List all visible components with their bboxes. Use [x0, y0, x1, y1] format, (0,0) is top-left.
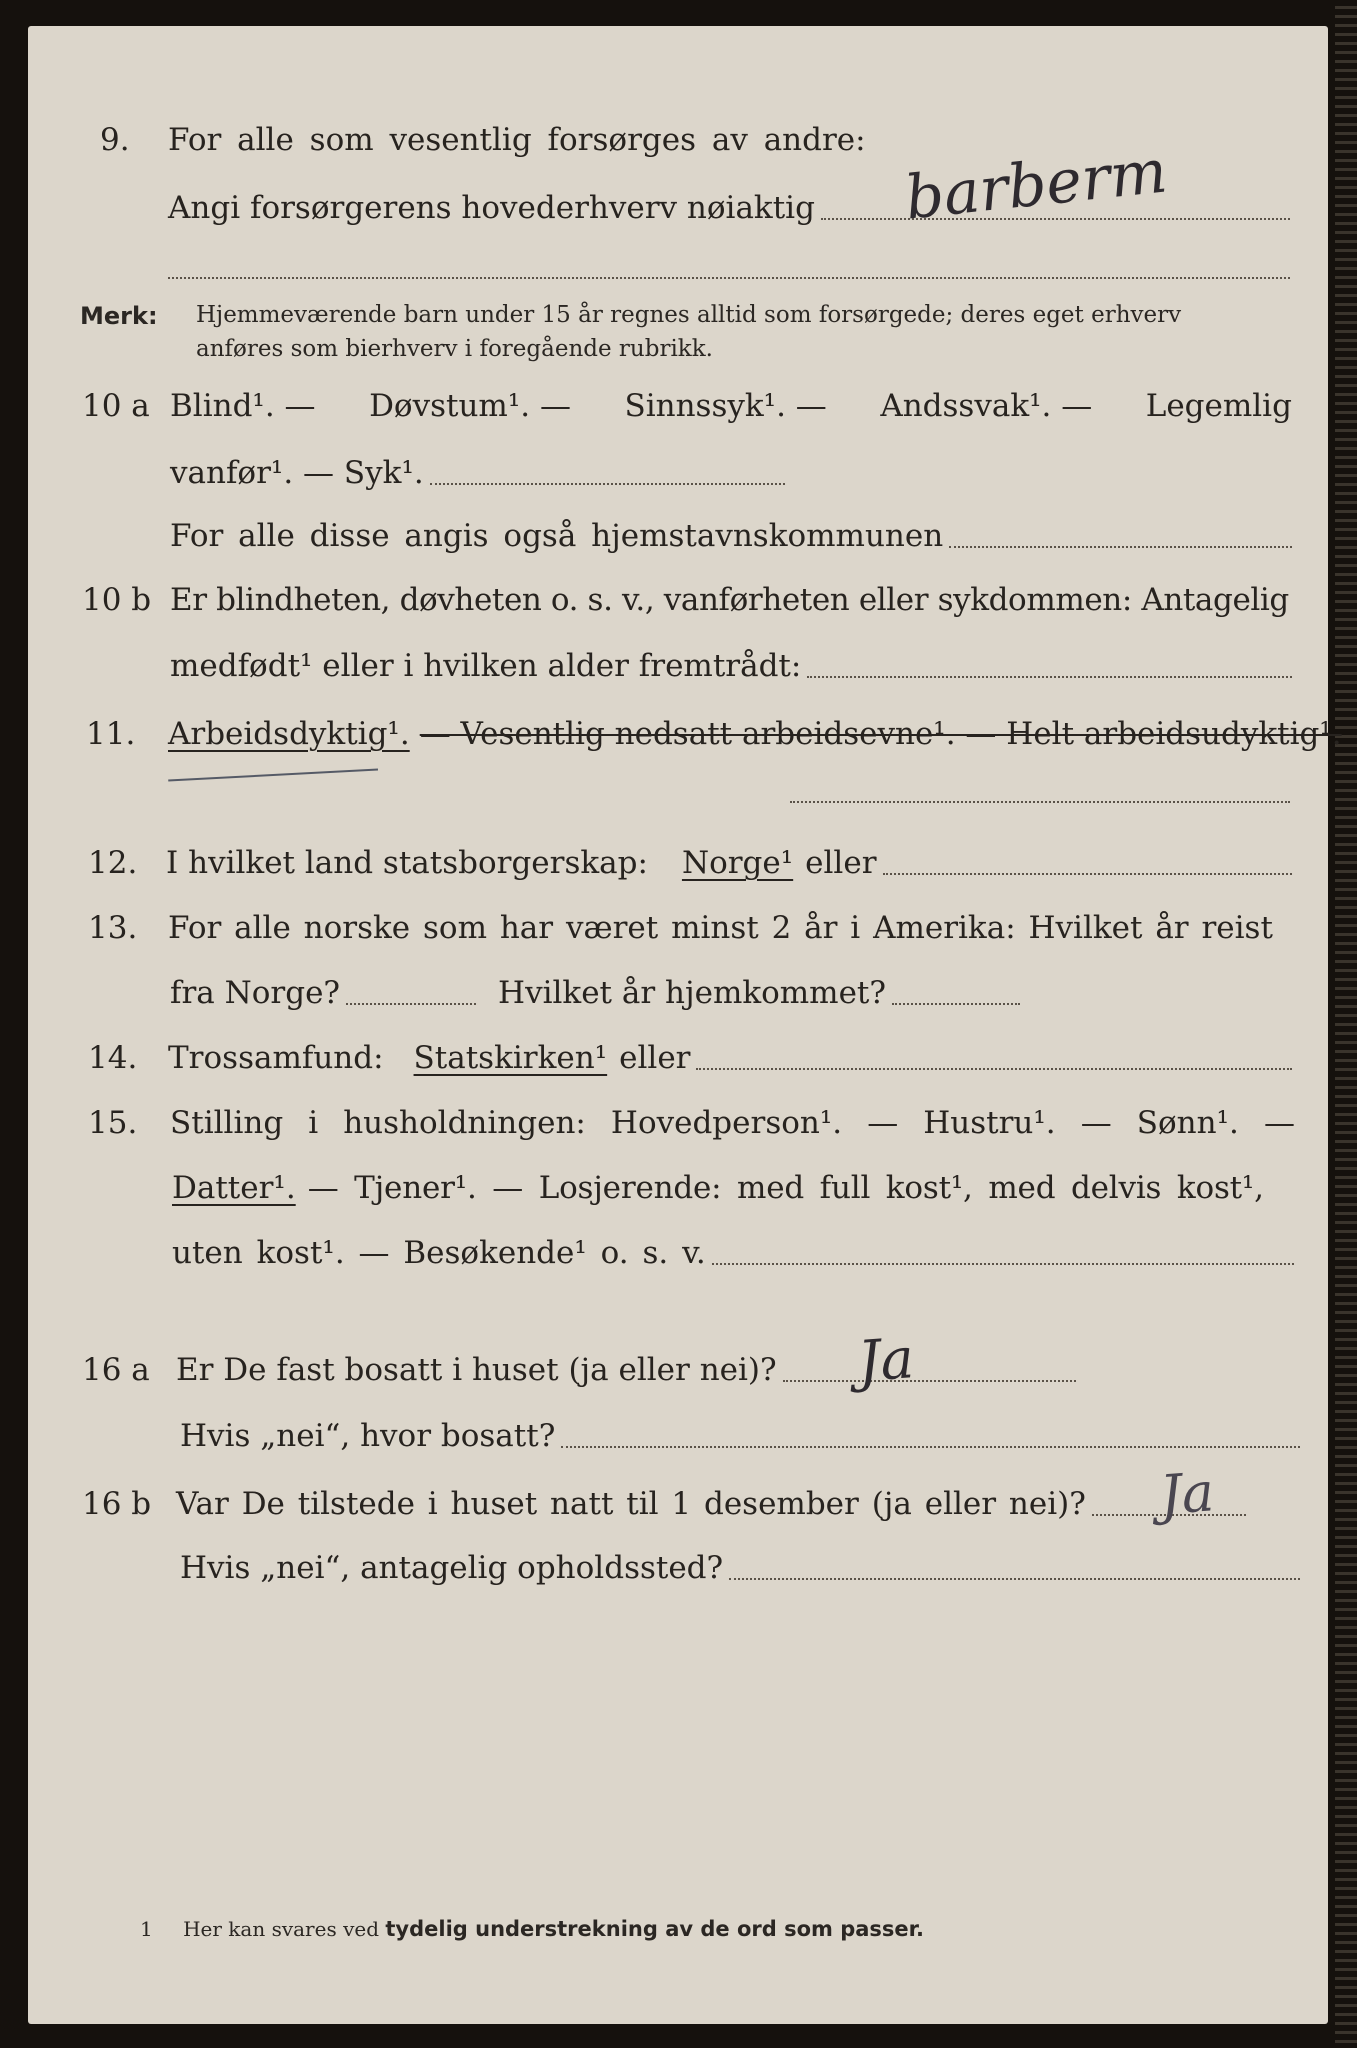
- q15-opt-datter[interactable]: Datter¹.: [172, 1170, 296, 1206]
- q15-word-1: Stilling: [170, 1105, 284, 1141]
- q11-opt-arbeidsdyktig[interactable]: Arbeidsdyktig¹.: [168, 716, 410, 752]
- q14-tail: eller: [619, 1040, 691, 1076]
- q10a-line3: [170, 518, 1292, 554]
- q10a-line1: [170, 388, 1292, 424]
- q12-answer-line[interactable]: [883, 872, 1292, 875]
- q10a-line2: [170, 455, 785, 491]
- q16b-line1-text: Var De tilstede i huset natt til 1 desember (ja eller nei)?: [176, 1486, 1086, 1522]
- q9-line1-text: For alle som vesentlig forsørges av andre:: [168, 122, 866, 158]
- q10b-line2: [170, 648, 1292, 684]
- q16a-line2: [180, 1418, 1300, 1454]
- q9-line1: [168, 122, 868, 158]
- footnote-bold: tydelig understrekning av de ord som passer.: [385, 1917, 924, 1941]
- q11-extra-line[interactable]: [790, 800, 1290, 803]
- q13-number: 13.: [88, 910, 138, 946]
- q15-answer-line[interactable]: [712, 1262, 1294, 1265]
- q13-line1-text: For alle norske som har været minst 2 år i Amerika: Hvilket år reist: [168, 910, 1273, 946]
- q13-hjemkommet-line[interactable]: [892, 1002, 1020, 1005]
- q15-word-3: husholdningen:: [343, 1105, 586, 1141]
- q15-dash-3: —: [1263, 1105, 1295, 1141]
- footnote: [140, 1917, 924, 1941]
- q13-reist-label: fra Norge?: [170, 975, 341, 1011]
- q12-number: 12.: [88, 845, 138, 881]
- footnote-mark: 1: [140, 1917, 153, 1941]
- q10b-line1: [170, 582, 1300, 618]
- q13-reist-line[interactable]: [346, 1002, 476, 1005]
- q10b-line1-text: Er blindheten, døvheten o. s. v., vanførheten eller sykdommen: Antagelig: [170, 582, 1289, 618]
- q16a-answer-line[interactable]: [783, 1379, 1076, 1382]
- q15-line2: [172, 1170, 1297, 1206]
- q10a-line3-text: For alle disse angis også hjemstavnskommunen: [170, 518, 944, 554]
- q10a-opt-sinnssyk: Sinnssyk¹. —: [624, 388, 827, 424]
- q15-number: 15.: [88, 1105, 138, 1141]
- scan-edge: [1335, 0, 1357, 2048]
- q15-dash-1: —: [867, 1105, 899, 1141]
- q13-hjemkommet-label: Hvilket år hjemkommet?: [498, 975, 887, 1011]
- q13-line2: [170, 975, 1020, 1011]
- q15-line2-text: — Tjener¹. — Losjerende: med full kost¹, med delvis kost¹,: [307, 1170, 1264, 1206]
- q16b-line2-text: Hvis „nei“, antagelig opholdssted?: [180, 1550, 724, 1586]
- q9-handwritten-answer: barberm: [902, 136, 1171, 234]
- q16a-line2-text: Hvis „nei“, hvor bosatt?: [180, 1418, 556, 1454]
- q10a-opt-legemlig: Legemlig: [1145, 388, 1292, 424]
- q10a-answer-line[interactable]: [430, 482, 785, 485]
- merk-label: Merk:: [80, 302, 158, 330]
- q11-number: 11.: [86, 716, 136, 752]
- q13-line1: [168, 910, 1298, 946]
- q14-answer-line[interactable]: [696, 1067, 1292, 1070]
- q16b-handwritten-answer: Ja: [1157, 1460, 1216, 1527]
- q10b-line2-text: medfødt¹ eller i hvilken alder fremtrådt:: [170, 648, 802, 684]
- q16b-line2: [180, 1550, 1300, 1586]
- q16a-line1: [176, 1352, 1076, 1388]
- q11-line: [168, 716, 1342, 752]
- q15-word-2: i: [308, 1105, 319, 1141]
- q16a-number: 16 a: [82, 1352, 150, 1388]
- q12-tail: eller: [805, 845, 877, 881]
- q10a-number: 10 a: [82, 388, 150, 424]
- q10a-line2-text: vanfør¹. — Syk¹.: [170, 455, 424, 491]
- q9-line2-text: Angi forsørgerens hovederhverv nøiaktig: [168, 190, 815, 226]
- q16b-opholdssted-line[interactable]: [729, 1577, 1300, 1580]
- q10a-hjemstavn-line[interactable]: [949, 545, 1292, 548]
- q14-number: 14.: [88, 1040, 138, 1076]
- q12-line: [166, 845, 1292, 881]
- q16b-number: 16 b: [82, 1486, 152, 1522]
- q15-line3-text: uten kost¹. — Besøkende¹ o. s. v.: [172, 1235, 706, 1271]
- q14-line: [168, 1040, 1292, 1076]
- q16b-line1: [176, 1486, 1246, 1522]
- q14-text: Trossamfund:: [168, 1040, 384, 1076]
- q15-line3: [172, 1235, 1294, 1271]
- q12-opt-norge[interactable]: Norge¹: [681, 845, 794, 881]
- q15-opt-sonn: Sønn¹.: [1136, 1105, 1239, 1141]
- q16a-bosatt-line[interactable]: [561, 1445, 1300, 1448]
- q10a-opt-blind: Blind¹. —: [170, 388, 316, 424]
- q15-line1: [170, 1105, 1295, 1141]
- q10a-opt-dovstum: Døvstum¹. —: [369, 388, 571, 424]
- q14-opt-statskirken[interactable]: Statskirken¹: [413, 1040, 608, 1076]
- q16a-line1-text: Er De fast bosatt i huset (ja eller nei)?: [176, 1352, 777, 1388]
- q12-text: I hvilket land statsborgerskap:: [166, 845, 648, 881]
- q15-opt-hovedperson: Hovedperson¹.: [610, 1105, 843, 1141]
- footnote-plain: Her kan svares ved: [183, 1917, 380, 1941]
- q9-number: 9.: [100, 122, 130, 158]
- q15-opt-hustru: Hustru¹.: [923, 1105, 1056, 1141]
- q10b-answer-line[interactable]: [807, 675, 1292, 678]
- q16a-handwritten-answer: Ja: [855, 1326, 917, 1395]
- q9-extra-line[interactable]: [168, 276, 1290, 279]
- merk-line2: anføres som bierhverv i foregående rubrikk.: [196, 336, 713, 362]
- q10b-number: 10 b: [82, 582, 152, 618]
- q11-struck-options: — Vesentlig nedsatt arbeidsevne¹. — Helt arbeidsudyktig¹.: [419, 716, 1342, 752]
- merk-line1: Hjemmeværende barn under 15 år regnes alltid som forsørgede; deres eget erhverv: [196, 302, 1182, 328]
- q15-dash-2: —: [1080, 1105, 1112, 1141]
- q10a-opt-andssvak: Andssvak¹. —: [880, 388, 1093, 424]
